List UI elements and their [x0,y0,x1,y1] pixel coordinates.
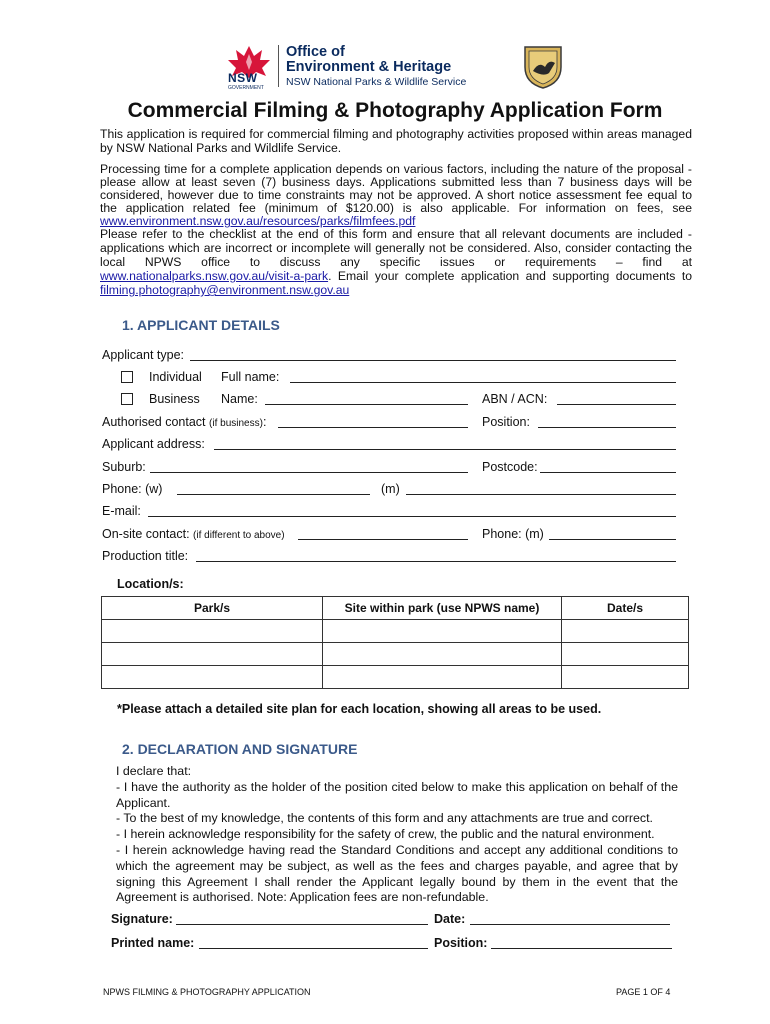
applicant-type-field[interactable] [190,360,676,361]
visit-park-link[interactable]: www.nationalparks.nsw.gov.au/visit-a-park [100,269,329,283]
production-title-field[interactable] [196,561,676,562]
onsite-phone-field[interactable] [549,539,676,540]
declaration-item-4: - I herein acknowledge having read the Standard Conditions and accept any additional conditions to which the agreement may be subject, as well as the fees and charges payable, and agree that by signing this Agreement I shall render the Applicant legally bound by them in the event that the Agreement is authorised. Note: Application fees are non-refundable. [116,842,678,905]
business-name-field[interactable] [265,404,468,405]
intro-paragraph-2-text: Processing time for a complete application depends on various factors, including the nature of the proposal - please allow at least seven (7) business days. Applications submitted less than 7 business days will be considered, however due to time constraints may not be approved. A short notice assessment fee equal to the application related fee (minimum of $120.00) is also applicable. For information on fees, see [100,162,692,215]
header-parks: Park/s [102,597,323,620]
abn-field[interactable] [557,404,676,405]
table-row [102,666,689,689]
intro-paragraph-1: This application is required for commercial filming and photography activities proposed within areas managed by NSW National Parks and Wildlife Service. [100,127,692,155]
header-dates: Date/s [562,597,689,620]
postcode-label: Postcode: [482,460,538,474]
declaration-block [116,764,678,906]
table-header-row [102,597,689,620]
table-cell[interactable] [562,620,689,643]
full-name-field[interactable] [290,382,676,383]
footer-title: NPWS FILMING & PHOTOGRAPHY APPLICATION [103,987,311,997]
applicant-address-label: Applicant address: [102,437,205,451]
attach-note: *Please attach a detailed site plan for each location, showing all areas to be used. [117,702,602,716]
org-name-line2: Environment & Heritage [286,59,452,75]
if-different-note: (if different to above) [193,530,285,541]
declaration-position-label: Position: [434,936,488,950]
suburb-label: Suburb: [102,460,146,474]
intro-paragraph-2 [100,163,692,228]
applicant-type-label: Applicant type: [102,348,184,362]
nsw-government: GOVERNMENT [228,85,264,91]
applicant-address-field[interactable] [214,449,676,450]
fees-link[interactable]: www.environment.nsw.gov.au/resources/parks/filmfees.pdf [100,214,416,228]
position-label: Position: [482,415,530,429]
email-label: E-mail: [102,504,141,518]
table-cell[interactable] [323,643,562,666]
declaration-item-1: - I have the authority as the holder of the position cited below to make this application on behalf of the Applicant. [116,779,678,810]
footer-page-number: PAGE 1 OF 4 [616,987,671,997]
onsite-phone-label: Phone: (m) [482,527,544,541]
printed-name-label: Printed name: [111,936,195,950]
onsite-contact-field[interactable] [298,539,468,540]
org-name-line3: NSW National Parks & Wildlife Service [286,76,467,88]
nsw-logo [226,44,272,92]
suburb-field[interactable] [150,472,468,473]
printed-name-field[interactable] [199,948,428,949]
authorised-contact-colon: : [262,415,267,429]
date-field[interactable] [470,924,670,925]
org-name-line1: Office of [286,44,345,60]
table-cell[interactable] [562,643,689,666]
phone-work-field[interactable] [177,494,370,495]
table-cell[interactable] [323,666,562,689]
phone-mobile-field[interactable] [406,494,676,495]
business-checkbox[interactable] [121,393,133,405]
section-2-heading: 2. DECLARATION AND SIGNATURE [122,741,358,757]
declare-intro: I declare that: [116,764,192,778]
logo-divider [278,45,279,87]
phone-mobile-short-label: (m) [381,482,400,496]
date-label: Date: [434,912,466,926]
declaration-item-3: - I herein acknowledge responsibility for the safety of crew, the public and the natural environment. [116,827,655,842]
authorised-contact-text: Authorised contact [102,415,206,429]
page-title: Commercial Filming & Photography Application Form [127,99,663,122]
table-cell[interactable] [102,666,323,689]
table-cell[interactable] [323,620,562,643]
email-link[interactable]: filming.photography@environment.nsw.gov.au [100,283,350,297]
intro-paragraph-3-text-b: . Email your complete application and supporting documents to [328,269,692,283]
email-field[interactable] [148,516,676,517]
section-1-heading: 1. APPLICANT DETAILS [122,317,280,333]
declaration-item-2: - To the best of my knowledge, the contents of this form and any attachments are true and correct. [116,811,653,826]
authorised-contact-field[interactable] [278,427,468,428]
table-row [102,643,689,666]
onsite-contact-text: On-site contact: [102,527,190,541]
phone-work-label: Phone: (w) [102,482,163,496]
individual-label: Individual [149,370,202,384]
onsite-contact-label [102,527,285,541]
individual-checkbox[interactable] [121,371,133,383]
business-name-label: Name: [221,392,258,406]
table-cell[interactable] [102,643,323,666]
table-row [102,620,689,643]
locations-table [101,596,689,689]
position-field[interactable] [538,427,676,428]
postcode-field[interactable] [540,472,676,473]
signature-field[interactable] [176,924,428,925]
authorised-contact-label [102,415,266,429]
nsw-wordmark: NSW [228,71,258,85]
table-cell[interactable] [102,620,323,643]
signature-label: Signature: [111,912,173,926]
npws-emblem [519,43,567,89]
production-title-label: Production title: [102,549,189,563]
table-cell[interactable] [562,666,689,689]
full-name-label: Full name: [221,370,280,384]
declaration-position-field[interactable] [491,948,672,949]
intro-paragraph-3 [100,227,692,297]
intro-paragraph-3-text-a: Please refer to the checklist at the end of this form and ensure that all relevant documents are included - applications which are incorrect or incomplete will generally not be considered. Also, consider contacting the local NPWS office to discuss any specific issues or requirements – find at [100,227,692,269]
emblem-icon [519,43,567,89]
business-label: Business [149,392,200,406]
locations-label: Location/s: [117,577,184,591]
if-business-note: (if business) [209,418,263,429]
abn-label: ABN / ACN: [482,392,548,406]
header-site: Site within park (use NPWS name) [323,597,562,620]
